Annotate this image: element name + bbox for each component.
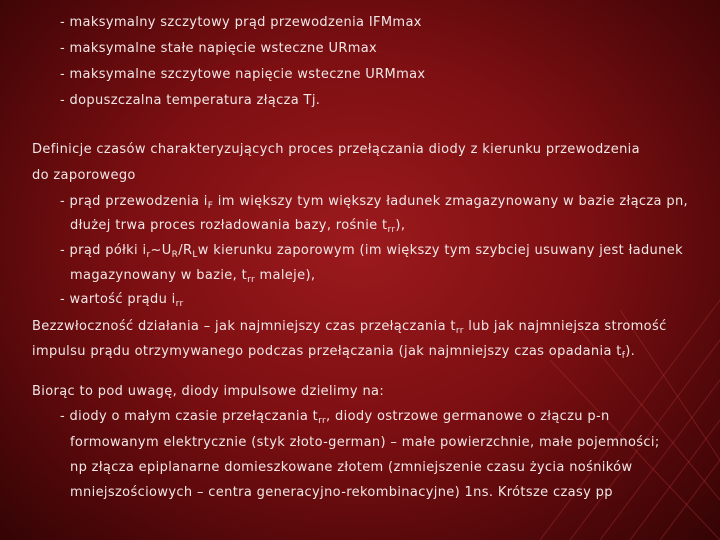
definitions-heading-line-2: do zaporowego	[32, 168, 136, 183]
param-urmmax: - maksymalne szczytowe napięcie wsteczne URMmax	[60, 67, 426, 82]
division-item-line-2: formowanym elektrycznie (styk złoto-german) – małe powierzchnie, małe pojemności;	[70, 435, 660, 450]
inertia-line-1: Bezzwłoczność działania – jak najmniejszy czas przełączania $t_{rr}$ lub jak najmniejsza stromość	[32, 319, 667, 336]
param-tj: - dopuszczalna temperatura złącza Tj.	[60, 93, 321, 108]
bullet-forward-current-line-1: - prąd przewodzenia $i_F$ im większy tym większy ładunek zmagazynowany w bazie złącza pn,	[60, 194, 689, 211]
division-intro: Biorąc to pod uwagę, diody impulsowe dzielimy na:	[32, 384, 385, 399]
definitions-heading-line-1: Definicje czasów charakteryzujących proces przełączania diody z kierunku przewodzenia	[32, 142, 640, 157]
bullet-shelf-current-line-1: - prąd półki $i_r\sim U_R/R_Lw$ kierunku zaporowym (im większy tym szybciej usuwany jest ładunek	[60, 243, 683, 260]
param-ifmmax: - maksymalny szczytowy prąd przewodzenia IFMmax	[60, 15, 422, 30]
bullet-forward-current-line-2: dłużej trwa proces rozładowania bazy, rośnie $t_{rr}$),	[70, 218, 406, 235]
bullet-shelf-current-line-2: magazynowany w bazie, $t_{rr}$ maleje),	[70, 268, 316, 285]
param-urmax: - maksymalne stałe napięcie wsteczne URmax	[60, 41, 378, 56]
bullet-irr-value: - wartość prądu $i_{rr}$	[60, 292, 184, 309]
division-item-line-4: mniejszościowych – centra generacyjno-rekombinacyjne) 1ns. Krótsze czasy pp	[70, 485, 613, 500]
inertia-line-2: impulsu prądu otrzymywanego podczas przełączania (jak najmniejszy czas opadania $t_f$).	[32, 344, 636, 361]
division-item-line-3: np złącza epiplanarne domieszkowane złotem (zmniejszenie czasu życia nośników	[70, 460, 633, 475]
division-item-line-1: - diody o małym czasie przełączania $t_{rr}$, diody ostrzowe germanowe o złączu p-n	[60, 409, 610, 426]
